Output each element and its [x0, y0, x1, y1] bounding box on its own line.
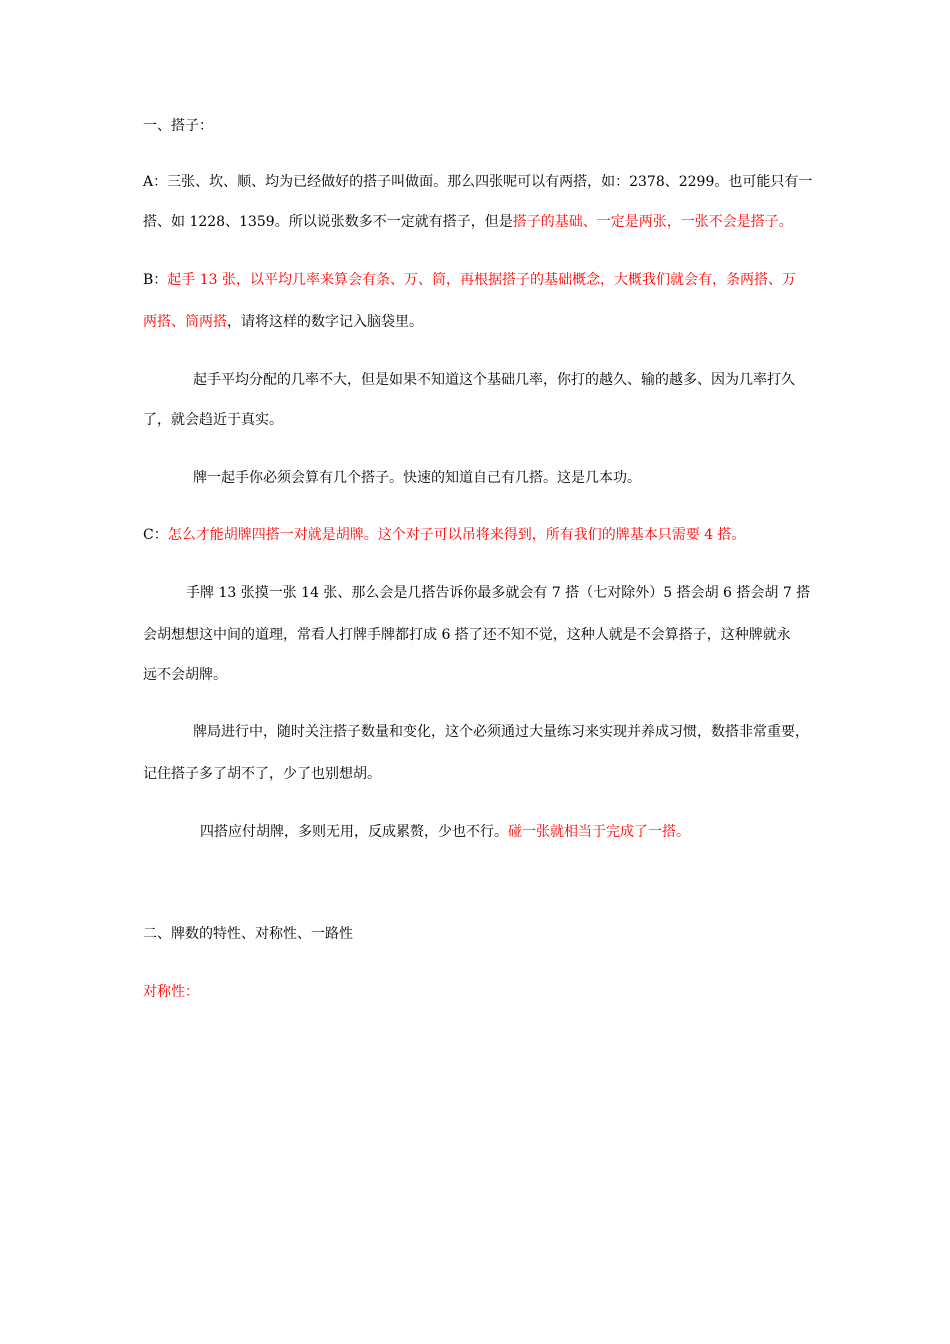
paragraph-a-line-1: A：三张、坎、顺、均为已经做好的搭子叫做面。那么四张呢可以有两搭，如：2378、2299。也可能只有一: [143, 174, 813, 190]
paragraph-8: [200, 822, 690, 842]
paragraph-a-highlight: 搭子的基础、一定是两张，一张不会是搭子。: [512, 214, 793, 230]
paragraph-c-prefix: C：: [143, 527, 168, 543]
paragraph-3-line-1: 起手平均分配的几率不大，但是如果不知道这个基础几率，你打的越久、输的越多、因为几率打久: [193, 372, 795, 388]
paragraph-8-text: 四搭应付胡牌，多则无用，反成累赘，少也不行。: [200, 824, 508, 840]
paragraph-a-text: 搭、如 1228、1359。所以说张数多不一定就有搭子，但是: [143, 214, 513, 230]
paragraph-b-highlight-2: 两搭、筒两搭: [143, 314, 227, 330]
paragraph-3-line-2: 了，就会趋近于真实。: [143, 412, 283, 428]
subheading-symmetry: 对称性：: [143, 984, 199, 1000]
paragraph-7-line-1: 牌局进行中，随时关注搭子数量和变化，这个必须通过大量练习来实现并养成习惯，数搭非常重要，: [193, 724, 809, 740]
paragraph-b-line-2: [143, 312, 423, 332]
section-heading-2: 二、牌数的特性、对称性、一路性: [143, 926, 353, 942]
paragraph-b-prefix: B：: [143, 272, 168, 288]
paragraph-c-highlight: 怎么才能胡牌四搭一对就是胡牌。这个对子可以吊将来得到，所有我们的牌基本只需要 4 搭。: [167, 527, 746, 543]
paragraph-6-line-2: 会胡想想这中间的道理，常看人打牌手牌都打成 6 搭了还不知不觉，这种人就是不会算搭子，这种牌就永: [143, 627, 791, 643]
paragraph-8-highlight: 碰一张就相当于完成了一搭。: [508, 824, 690, 840]
paragraph-b-text: ，请将这样的数字记入脑袋里。: [227, 314, 423, 330]
paragraph-b-highlight-1: 起手 13 张，以平均几率来算会有条、万、筒，再根据搭子的基础概念，大概我们就会有，条两搭、万: [167, 272, 797, 288]
section-heading-1: 一、搭子：: [143, 118, 213, 134]
paragraph-b-line-1: [143, 270, 796, 290]
paragraph-6-line-1: 手牌 13 张摸一张 14 张、那么会是几搭告诉你最多就会有 7 搭（七对除外）5 搭会胡 6 搭会胡 7 搭: [186, 585, 811, 601]
paragraph-6-line-3: 远不会胡牌。: [143, 667, 227, 683]
paragraph-7-line-2: 记住搭子多了胡不了，少了也别想胡。: [143, 766, 381, 782]
paragraph-a-line-2: [143, 212, 793, 232]
paragraph-4: 牌一起手你必须会算有几个搭子。快速的知道自己有几搭。这是几本功。: [193, 470, 641, 486]
paragraph-c: [143, 525, 746, 545]
